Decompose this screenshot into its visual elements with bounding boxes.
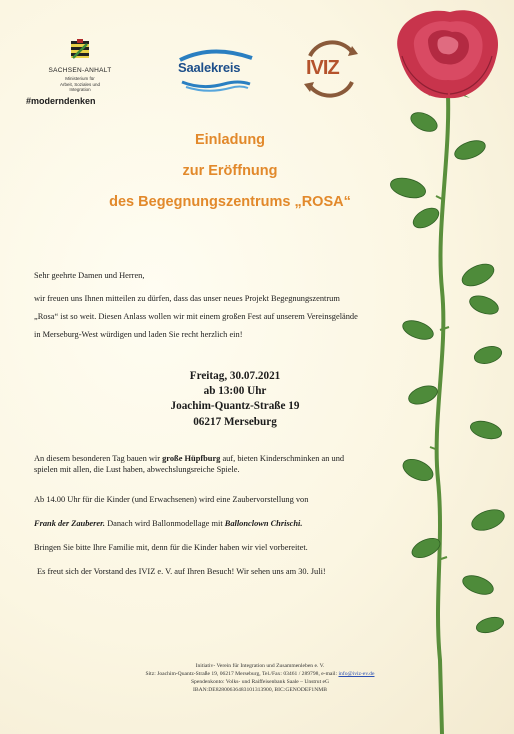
closing-line: Es freut sich der Vorstand des IVIZ e. V. auf Ihren Besuch! Wir sehen uns am 30. Juli! [37, 567, 326, 576]
ministry-line: Ministerium für [65, 76, 95, 81]
program-text: Danach wird Ballonmodellage mit [104, 519, 225, 528]
magic-show-performers [34, 518, 429, 529]
ministry-name [20, 76, 140, 93]
title-begegnungszentrum: des Begegnungszentrums „ROSA“ [109, 194, 351, 210]
event-city: 06217 Merseburg [193, 416, 277, 428]
event-street: Joachim-Quantz-Straße 19 [170, 400, 300, 412]
iviz-logo [300, 40, 362, 98]
paragraph-line: in Merseburg-West würdigen und laden Sie recht herzlich ein! [34, 330, 243, 339]
sachsen-anhalt-logo [20, 38, 140, 106]
magician-name: Frank der Zauberer. [34, 519, 105, 528]
ministry-line: Integration [69, 87, 91, 92]
rose-leaves [388, 109, 507, 636]
program-text: An diesem besonderen Tag bauen wir [34, 454, 163, 463]
iviz-name: IVIZ [306, 57, 339, 79]
side-stamp [4, 640, 14, 730]
event-date: Freitag, 30.07.2021 [189, 370, 281, 382]
state-name: SACHSEN-ANHALT [48, 67, 112, 74]
state-crest-icon [69, 38, 91, 60]
rose-bloom [397, 10, 498, 98]
ministry-line: Arbeit, Soziales und [59, 81, 101, 87]
saalekreis-logo [172, 46, 260, 96]
salutation: Sehr geehrte Damen und Herren, [34, 271, 145, 280]
paragraph-line: „Rosa“ ist so weit. Diesen Anlass wollen wir mit einem großen Fest auf unserem Vereinsgelände [34, 312, 358, 321]
footer [100, 662, 420, 694]
footer-email-link[interactable]: info@iviz-ev.de [338, 671, 375, 677]
family-line: Bringen Sie bitte Ihre Familie mit, denn für die Kinder haben wir viel vorbereitet. [34, 543, 308, 552]
rose-illustration [378, 0, 514, 734]
magic-show-line: Ab 14.00 Uhr für die Kinder (und Erwachsenen) wird eine Zaubervorstellung von [34, 495, 309, 504]
footer-association: Initiativ- Verein für Integration und Zusammenleben e. V. [195, 663, 325, 669]
footer-bank: Spendenkonto: Volks- und Raiffeisenbank Saale – Unstrut eG [190, 679, 330, 685]
title-einladung: Einladung [194, 132, 266, 148]
balloon-clown-name: Ballonclown Chrischi. [224, 519, 303, 528]
hupfburg-highlight: große Hüpfburg [162, 454, 221, 463]
footer-address: Sitz: Joachim-Quantz-Straße 19, 06217 Merseburg, Tel./Fax: 03461 / 289798, e-mail: [145, 671, 339, 677]
event-time: ab 13:00 Uhr [203, 385, 267, 397]
hashtag: #moderndenken [26, 95, 96, 106]
program-line: spielen mit allen, die Lust haben, abwechslungsreiche Spiele. [34, 465, 240, 474]
paragraph-line: wir freuen uns Ihnen mitteilen zu dürfen, dass das unser neues Projekt Begegnungszentrum [34, 294, 340, 303]
saalekreis-name: Saalekreis [178, 60, 241, 75]
footer-iban: IBAN:DE82800636483101313900, BIC:GENODEF1NMB [193, 687, 327, 693]
title-eroeffnung: zur Eröffnung [182, 163, 278, 179]
program-text: auf, bieten Kinderschminken an und [220, 454, 345, 463]
